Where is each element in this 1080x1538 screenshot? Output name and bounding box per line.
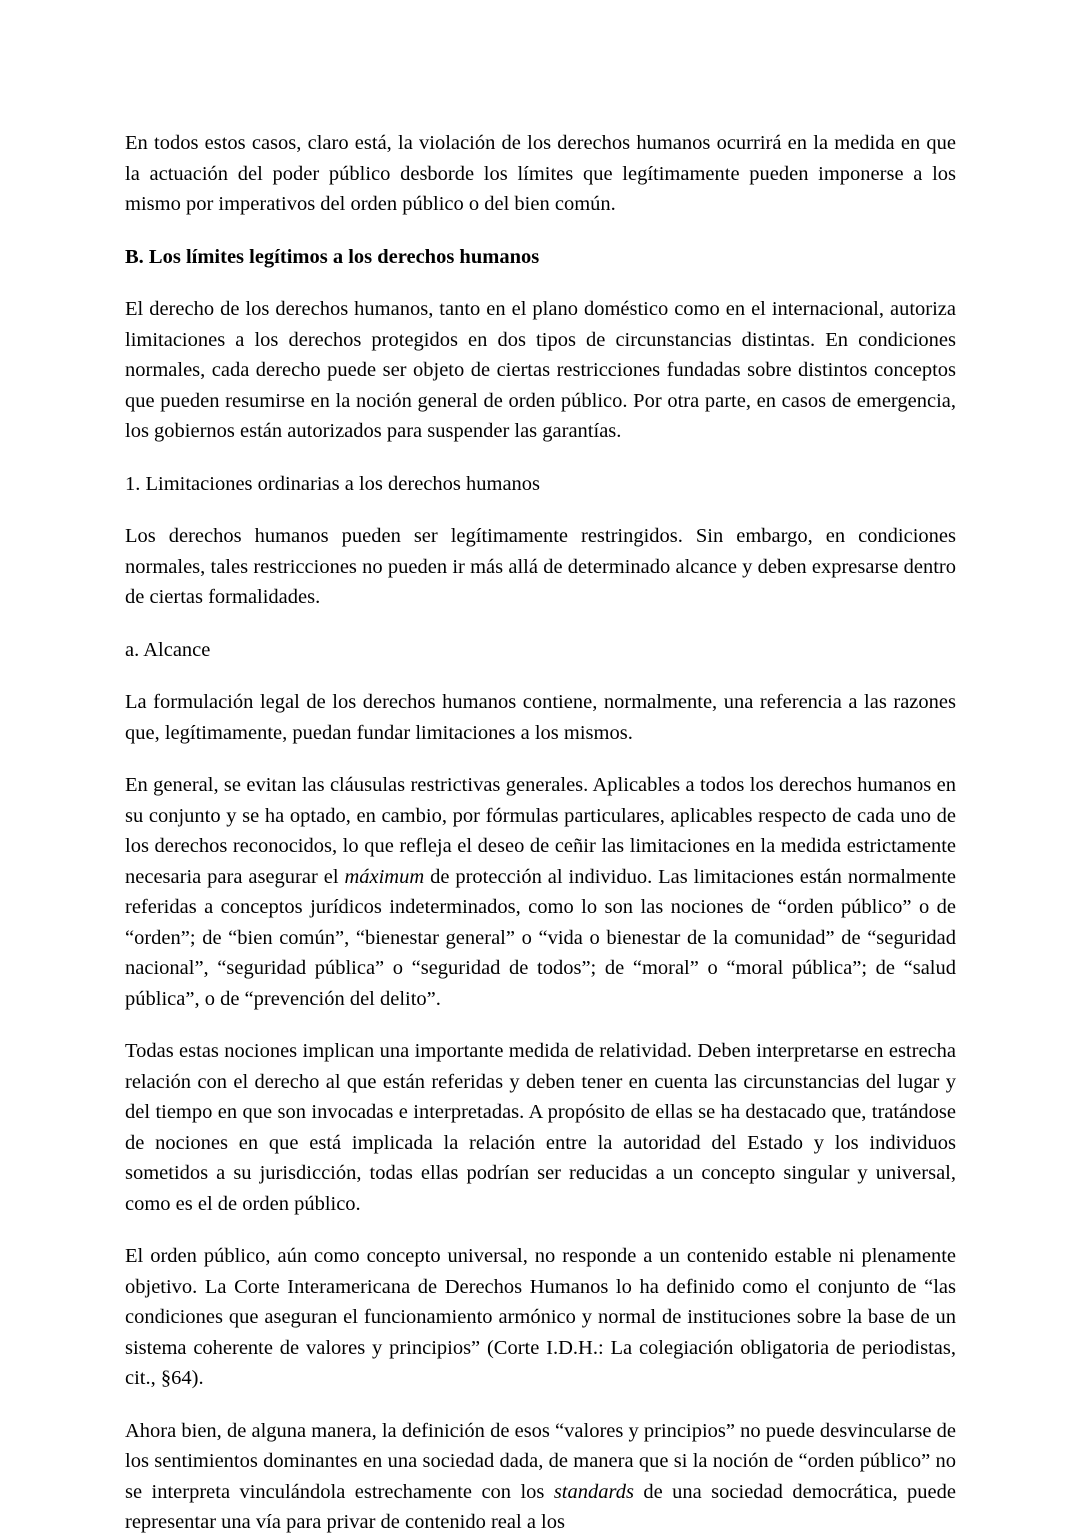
section-heading-b: B. Los límites legítimos a los derechos humanos xyxy=(125,245,540,268)
paragraph-clausulas-part2: de protección al individuo. Las limitaciones están normalmente referidas a conceptos jurídicos indeterminados, como lo son las nociones de “orden público” o de “orden”; de “bien común”, “bienestar general” o “vida o bienestar de la comunidad” de “seguridad nacional”, “seguridad pública” o “seguridad de todos”; de “moral” o “moral pública”; de “salud pública”, o de “prevención del delito”. xyxy=(125,865,956,1010)
paragraph-derecho-humanos: El derecho de los derechos humanos, tanto en el plano doméstico como en el internacional, autoriza limitaciones a los derechos protegidos en dos tipos de circunstancias distintas. En condiciones normales, cada derecho puede ser objeto de ciertas restricciones fundadas sobre distintos conceptos que pueden resumirse en la noción general de orden público. Por otra parte, en casos de emergencia, los gobiernos están autorizados para suspender las garantías. xyxy=(125,298,956,442)
subheading-limitaciones-ordinarias: 1. Limitaciones ordinarias a los derechos humanos xyxy=(125,472,541,495)
subheading-alcance: a. Alcance xyxy=(125,638,211,661)
paragraph-nociones-relatividad: Todas estas nociones implican una importante medida de relatividad. Deben interpretarse en estrecha relación con el derecho al que están referidas y deben tener en cuenta las circunstancias del lugar y del tiempo en que son invocadas e interpretadas. A propósito de ellas se ha destacado que, tratándose de nociones en que está implicada la relación entre la autoridad del Estado y los individuos sometidos a su jurisdicción, todas ellas podrían ser reducidas a un concepto singular y universal, como es el de orden público. xyxy=(125,1040,956,1215)
paragraph-intro: En todos estos casos, claro está, la violación de los derechos humanos ocurrirá en la medida en que la actuación del poder público desborde los límites que legítimamente pueden imponerse a los mismo por imperativos del orden público o del bien común. xyxy=(125,132,956,215)
paragraph-clausulas-part1: En general, se evitan las cláusulas restrictivas generales. Aplicables a todos los derechos humanos en su conjunto y se ha optado, en cambio, por fórmulas particulares, aplicables respecto de cada uno de los derechos reconocidos, lo que refleja el deseo de ceñir las limitaciones en la medida estrictamente necesaria para asegurar el xyxy=(125,774,956,888)
emphasis-maximum: máximum xyxy=(344,865,425,888)
paragraph-formulacion-legal: La formulación legal de los derechos humanos contiene, normalmente, una referencia a las razones que, legítimamente, puedan fundar limitaciones a los mismos. xyxy=(125,691,956,744)
document-text-column xyxy=(125,128,956,1538)
emphasis-standards: standards xyxy=(553,1480,634,1503)
paragraph-valores-part2: de una sociedad democrática, puede representar una vía para privar de contenido real a los xyxy=(125,1480,956,1533)
paragraph-orden-publico-definicion: El orden público, aún como concepto universal, no responde a un contenido estable ni plenamente objetivo. La Corte Interamericana de Derechos Humanos lo ha definido como el conjunto de “las condiciones que aseguran el funcionamiento armónico y normal de instituciones sobre la base de un sistema coherente de valores y principios” (Corte I.D.H.: La colegiación obligatoria de periodistas, cit., §64). xyxy=(125,1245,956,1389)
paragraph-clausulas-restrictivas xyxy=(125,770,956,1014)
paragraph-valores-part1: Ahora bien, de alguna manera, la definición de esos “valores y principios” no puede desvincularse de los sentimientos dominantes en una sociedad dada, de manera que si la noción de “orden público” no se interpreta vinculándola estrechamente con los xyxy=(125,1419,956,1503)
paragraph-valores-principios xyxy=(125,1416,956,1538)
paragraph-restringidos: Los derechos humanos pueden ser legítimamente restringidos. Sin embargo, en condiciones normales, tales restricciones no pueden ir más allá de determinado alcance y deben expresarse dentro de ciertas formalidades. xyxy=(125,525,956,608)
